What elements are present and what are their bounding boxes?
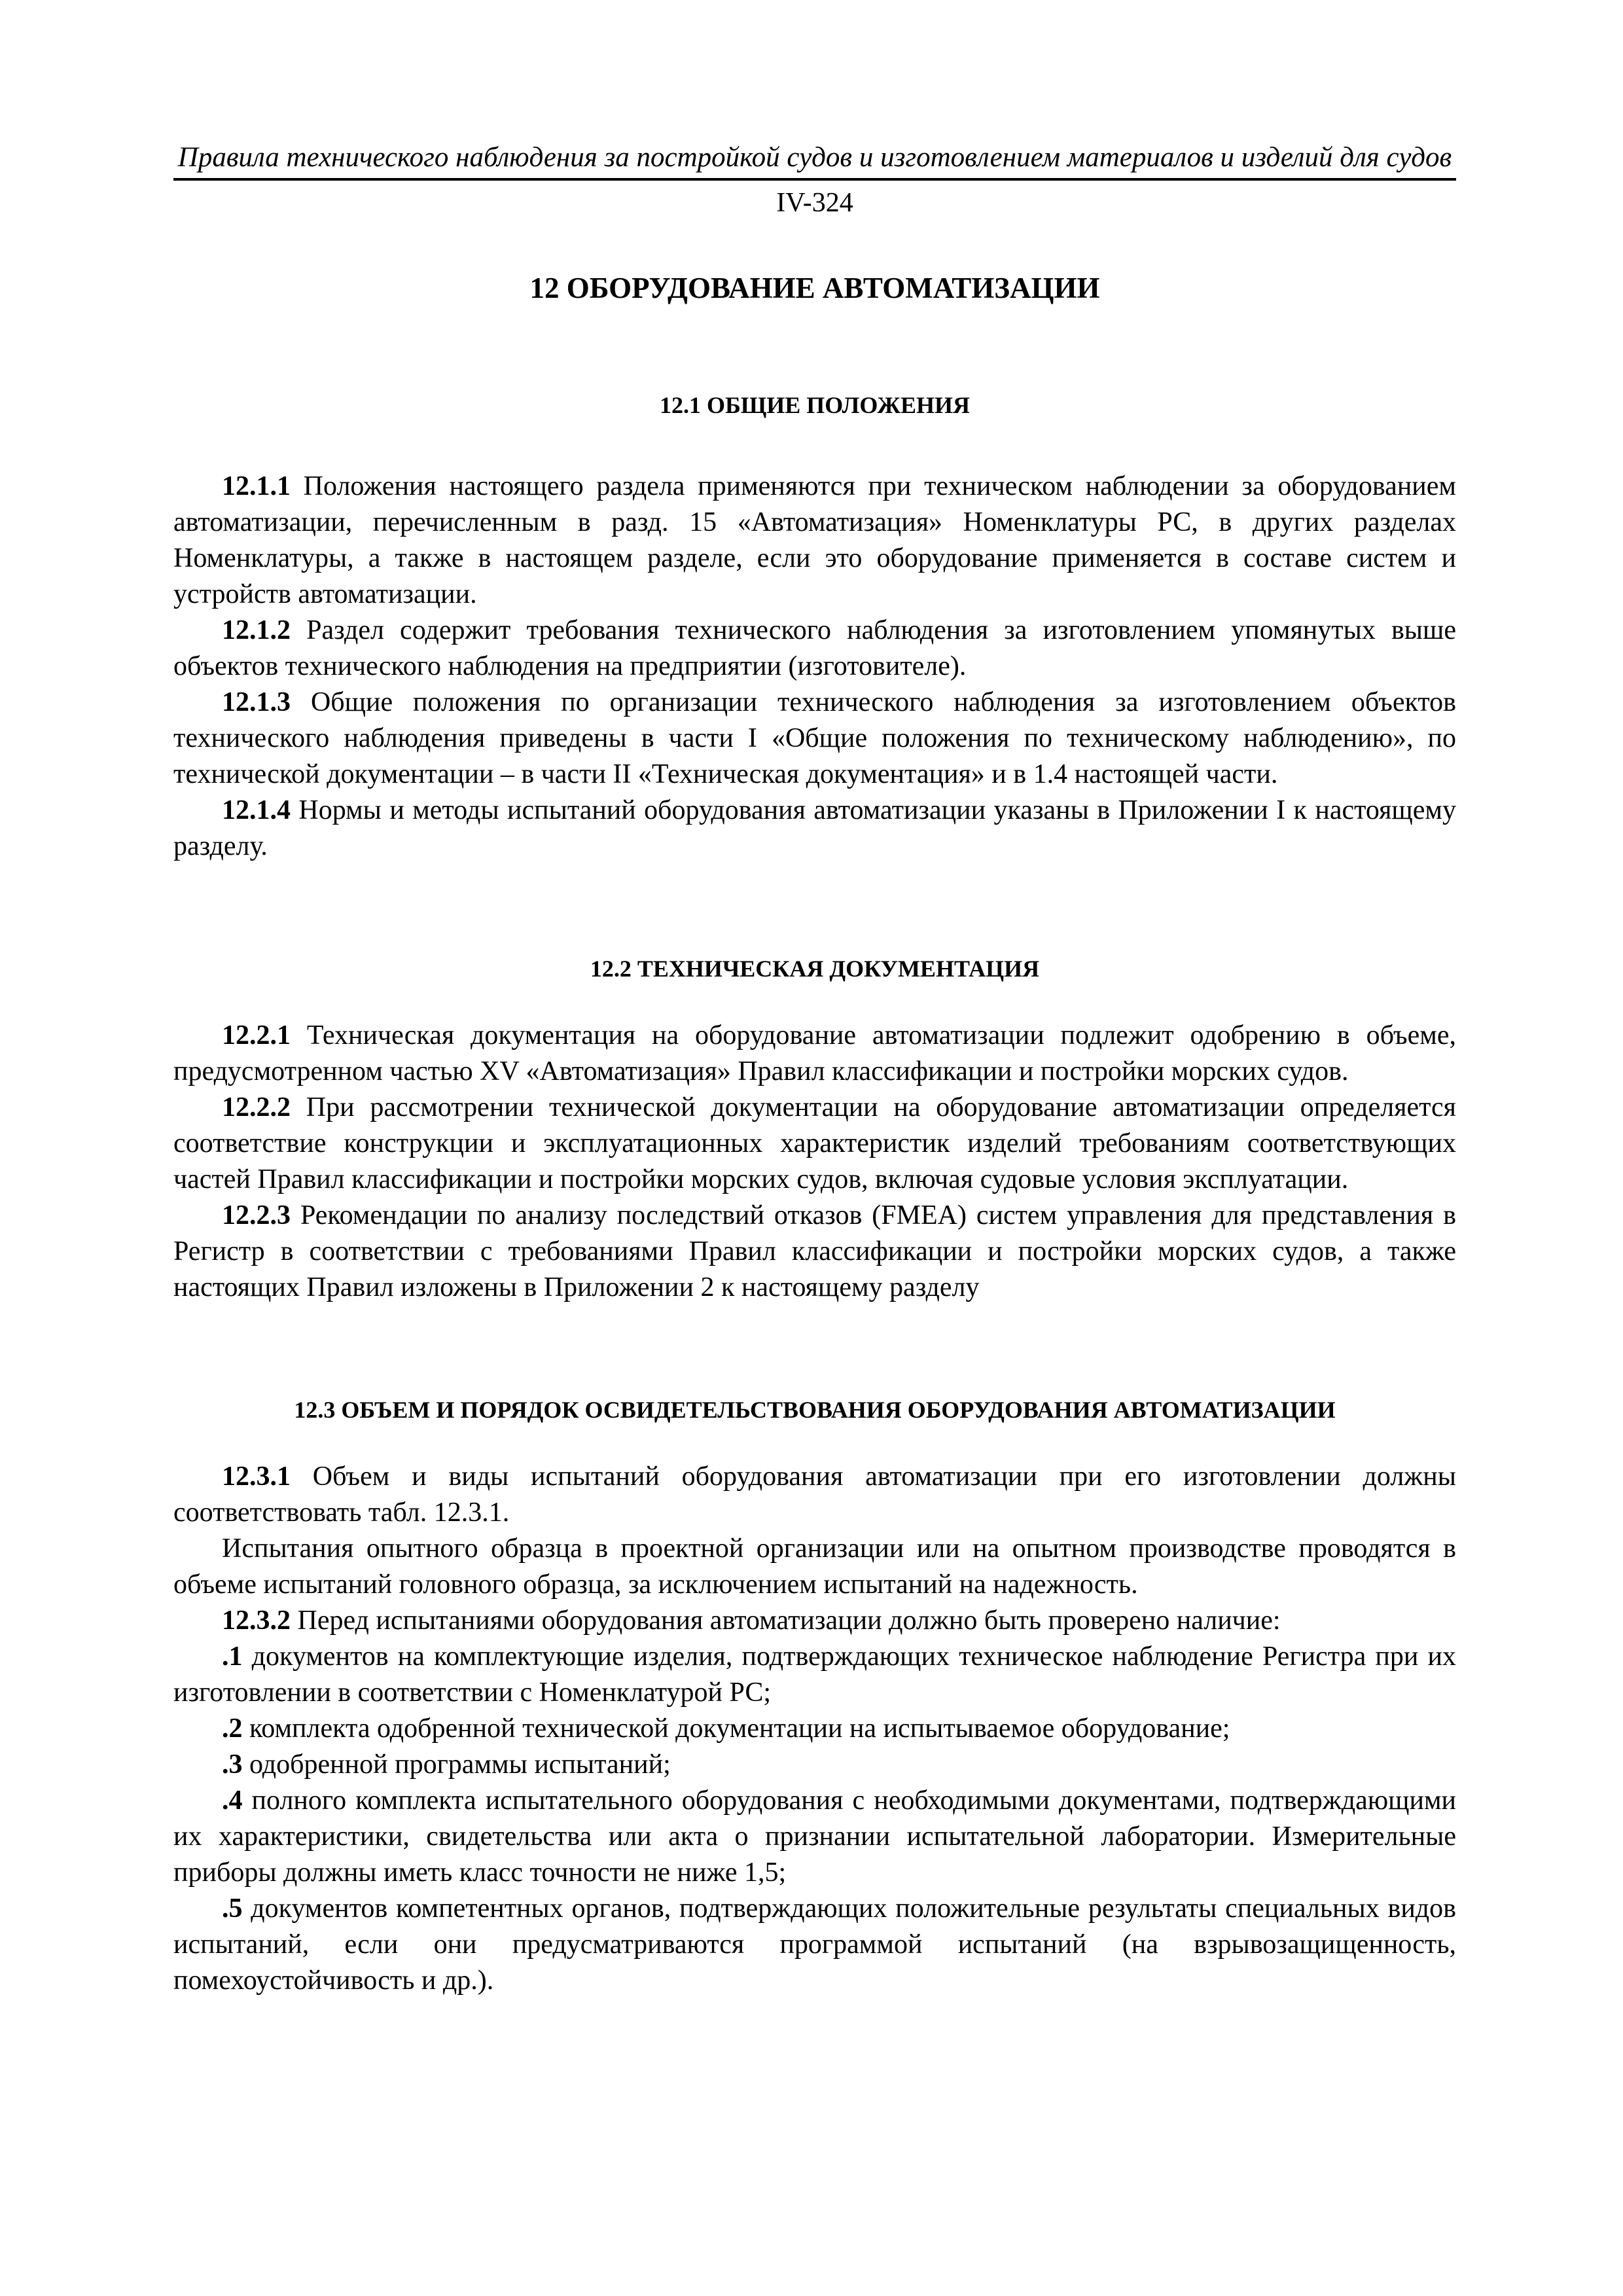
list-item-text: полного комплекта испытательного оборудования с необходимыми документами, подтверждающими их характеристики, свидетельства или акта о признании испытательной лаборатории. Измерительные приборы должны иметь класс точности не ниже 1,5; bbox=[173, 1785, 1456, 1888]
clause-number: 12.2.2 bbox=[222, 1092, 291, 1122]
list-item-text: документов компетентных органов, подтверждающих положительные результаты специальных видов испытаний, если они предусматриваются программой испытаний (на взрывозащищенность, помехоустойчивость и др.). bbox=[173, 1893, 1456, 1996]
clause-number: 12.3.2 bbox=[222, 1605, 291, 1636]
section-title-12-1: 12.1 ОБЩИЕ ПОЛОЖЕНИЯ bbox=[659, 392, 971, 418]
list-item-number: .2 bbox=[222, 1713, 243, 1744]
clause-text: Техническая документация на оборудование автоматизации подлежит одобрению в объеме, предусмотренном частью XV «Автоматизация» Правил классификации и постройки морских судов. bbox=[173, 1020, 1456, 1086]
list-item-number: .3 bbox=[222, 1749, 243, 1780]
clause-number: 12.1.2 bbox=[222, 615, 291, 645]
running-header: Правила технического наблюдения за постройкой судов и изготовлением материалов и изделий для судов bbox=[173, 137, 1456, 181]
clause-number: 12.2.1 bbox=[222, 1020, 291, 1050]
list-item-1 bbox=[173, 1639, 1456, 1711]
clause-text: Объем и виды испытаний оборудования автоматизации при его изготовлении должны соответствовать табл. 12.3.1. bbox=[173, 1462, 1456, 1528]
clause-12-2-3 bbox=[173, 1198, 1456, 1306]
list-item-2 bbox=[173, 1711, 1456, 1747]
clause-text: Перед испытаниями оборудования автоматизации должно быть проверено наличие: bbox=[291, 1605, 1281, 1636]
clause-12-2-2 bbox=[173, 1090, 1456, 1198]
list-item-number: .5 bbox=[222, 1893, 243, 1924]
clause-number: 12.1.3 bbox=[222, 687, 291, 717]
clause-12-3-1 bbox=[173, 1459, 1456, 1531]
list-item-text: комплекта одобренной технической документации на испытываемое оборудование; bbox=[242, 1713, 1230, 1744]
section-title-12-2: 12.2 ТЕХНИЧЕСКАЯ ДОКУМЕНТАЦИЯ bbox=[590, 956, 1040, 982]
clause-text: Раздел содержит требования технического наблюдения за изготовлением упомянутых выше объектов технического наблюдения на предприятии (изготовителе). bbox=[173, 615, 1456, 681]
clause-text: При рассмотрении технической документации на оборудование автоматизации определяется соответствие конструкции и эксплуатационных характеристик изделий требованиям соответствующих частей Правил классификации и постройки морских судов, включая судовые условия эксплуатации. bbox=[173, 1092, 1456, 1194]
clause-number: 12.2.3 bbox=[222, 1200, 291, 1230]
list-item-4 bbox=[173, 1783, 1456, 1891]
document-page bbox=[173, 137, 1456, 1999]
clause-12-1-2 bbox=[173, 613, 1456, 685]
section-title-12-3: 12.3 ОБЪЕМ И ПОРЯДОК ОСВИДЕТЕЛЬСТВОВАНИЯ ОБОРУДОВАНИЯ АВТОМАТИЗАЦИИ bbox=[294, 1397, 1336, 1423]
clause-number: 12.1.4 bbox=[222, 795, 291, 825]
clause-number: 12.3.1 bbox=[222, 1462, 291, 1492]
list-item-3 bbox=[173, 1747, 1456, 1783]
clause-number: 12.1.1 bbox=[222, 471, 291, 501]
clause-text: Испытания опытного образца в проектной организации или на опытном производстве проводятся в объеме испытаний головного образца, за исключением испытаний на надежность. bbox=[173, 1534, 1456, 1600]
list-item-text: одобренной программы испытаний; bbox=[242, 1749, 671, 1780]
clause-12-1-3 bbox=[173, 685, 1456, 793]
clause-text: Нормы и методы испытаний оборудования автоматизации указаны в Приложении I к настоящему разделу. bbox=[173, 795, 1456, 861]
list-item-number: .4 bbox=[222, 1785, 243, 1816]
clause-12-1-1 bbox=[173, 469, 1456, 613]
clause-text: Общие положения по организации технического наблюдения за изготовлением объектов технического наблюдения приведены в части I «Общие положения по техническому наблюдению», по технической документации – в части II «Техническая документация» и в 1.4 настоящей части. bbox=[173, 687, 1456, 789]
clause-12-2-1 bbox=[173, 1018, 1456, 1090]
clause-text: Положения настоящего раздела применяются при техническом наблюдении за оборудованием автоматизации, перечисленным в разд. 15 «Автоматизация» Номенклатуры РС, в других разделах Номенклатуры, а также в настоящем разделе, если это оборудование применяется в составе систем и устройств автоматизации. bbox=[173, 471, 1456, 609]
chapter-title: 12 ОБОРУДОВАНИЕ АВТОМАТИЗАЦИИ bbox=[529, 272, 1100, 304]
list-item-text: документов на комплектующие изделия, подтверждающих техническое наблюдение Регистра при их изготовлении в соответствии с Номенклатурой РС; bbox=[173, 1641, 1456, 1708]
list-item-5 bbox=[173, 1891, 1456, 1999]
clause-12-3-2 bbox=[173, 1603, 1456, 1639]
clause-text: Рекомендации по анализу последствий отказов (FMEA) систем управления для представления в Регистр в соответствии с требованиями Правил классификации и постройки морских судов, а также настоящих Правил изложены в Приложении 2 к настоящему разделу bbox=[173, 1200, 1456, 1302]
clause-12-1-4 bbox=[173, 793, 1456, 865]
page-number: IV-324 bbox=[776, 188, 853, 218]
list-item-number: .1 bbox=[222, 1641, 243, 1672]
clause-12-3-1-continued bbox=[173, 1531, 1456, 1603]
